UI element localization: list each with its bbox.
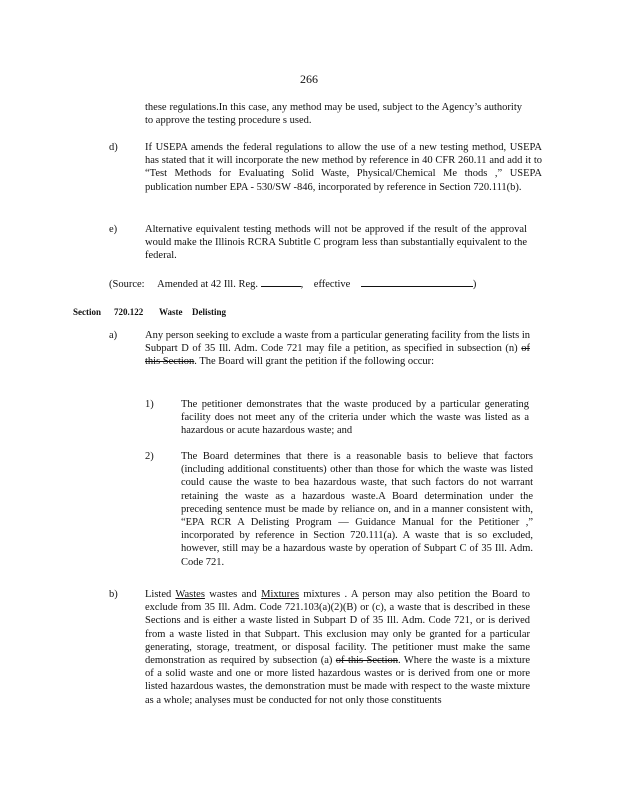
item-b-struck-text: of this Section xyxy=(335,655,399,667)
item-a1-label: 1) xyxy=(145,399,154,410)
item-b-wastes-and: wastes and xyxy=(209,589,257,600)
section-label: Section xyxy=(73,307,101,317)
register-blank xyxy=(261,277,301,287)
source-close: ) xyxy=(472,279,477,290)
item-b-label: b) xyxy=(109,589,118,600)
section-number: 720.122 xyxy=(114,307,144,317)
item-a-struck-text: of this Section xyxy=(145,343,530,368)
item-e-paragraph: Alternative equivalent testing methods will not be approved if the result of the approval would make the Illinois RCRA Subtitle C program less than substantially equivalent to the federal. xyxy=(145,224,527,262)
item-b-listed: Listed xyxy=(145,589,172,600)
section-title-word-1: Waste xyxy=(159,307,183,317)
effective-date-blank xyxy=(361,277,473,287)
item-d-paragraph: If USEPA amends the federal regulations to allow the use of a new testing method, USEPA has stated that it will incorporate the new method by reference in 40 CFR 260.11 and add it to “Test Methods for Evaluating Solid Waste, Physical/Chemical Me thods ,” USEPA publication number EPA - 530/SW -846, incorporated by reference in Section 720.111(b). xyxy=(145,142,542,193)
item-b-text-2: . Where the waste is a mixture of a solid waste and one or more listed hazardous wastes or is derived from one or more listed hazardous wastes, the demonstration must be made with respect to the waste mixture as a whole; analyses must be conducted for not only those constituents xyxy=(145,655,530,706)
intro-paragraph: these regulations.In this case, any method may be used, subject to the Agency’s authority to approve the testing procedure s used. xyxy=(145,102,522,127)
item-e-label: e) xyxy=(109,224,118,235)
source-effective: effective xyxy=(313,279,351,290)
section-title-word-2: Delisting xyxy=(192,307,227,317)
item-a-text-2: . The Board will grant the petition if the following occur: xyxy=(194,356,435,368)
item-a-text-1: Any person seeking to exclude a waste from a particular generating facility from the lists in Subpart D of 35 Ill. Adm. Code 721 may file a petition, as specified in subsection (n) xyxy=(145,330,530,355)
item-a2-paragraph: The Board determines that there is a reasonable basis to believe that factors (including additional constituents) other than those for which the waste was listed could cause the waste to bea hazardous waste, that such factors do not warrant retaining the waste as a hazardous waste.A Board determination under the preceding sentence must be made by reliance on, and in a manner consistent with, “EPA RCR A Delisting Program — Guidance Manual for the Petitioner ,” incorporated by reference in Section 720.111(a). A waste that is so excluded, however, still may be a hazardous waste by operation of Subpart C of 35 Ill. Adm. Code 721. xyxy=(181,451,533,568)
source-amended: Amended at 42 Ill. Reg. xyxy=(157,279,259,290)
item-b-underlined-mixtures: Mixtures xyxy=(261,589,300,600)
item-b-text-1: mixtures . A person may also petition the Board to exclude from 35 Ill. Adm. Code 721.103(a)(2)(B) or (c), a waste that is described in these Sections and is either a waste listed in Subpart D of 35 Ill. Adm. Code 721, or is derived from a waste listed in that Subpart. This exclusion may only be granted for a particular generating, storage, treatment, or disposal facility. The petitioner must make the same demonstration as required by subsection (a) xyxy=(145,589,531,667)
item-a-label: a) xyxy=(109,330,118,341)
item-d-label: d) xyxy=(109,142,118,153)
item-b-paragraph xyxy=(145,588,530,707)
item-b-underlined-wastes: Wastes xyxy=(175,589,205,600)
source-prefix: (Source: xyxy=(109,279,145,290)
page-number: 266 xyxy=(300,72,318,86)
item-a2-label: 2) xyxy=(145,451,154,462)
item-a1-paragraph: The petitioner demonstrates that the waste produced by a particular generating facility does not meet any of the criteria under which the waste was listed as a hazardous or acute hazardous waste; and xyxy=(181,399,529,437)
source-note: (Source: Amended at 42 Ill. Reg. , effective ) xyxy=(109,279,477,290)
item-a-paragraph xyxy=(145,329,530,369)
